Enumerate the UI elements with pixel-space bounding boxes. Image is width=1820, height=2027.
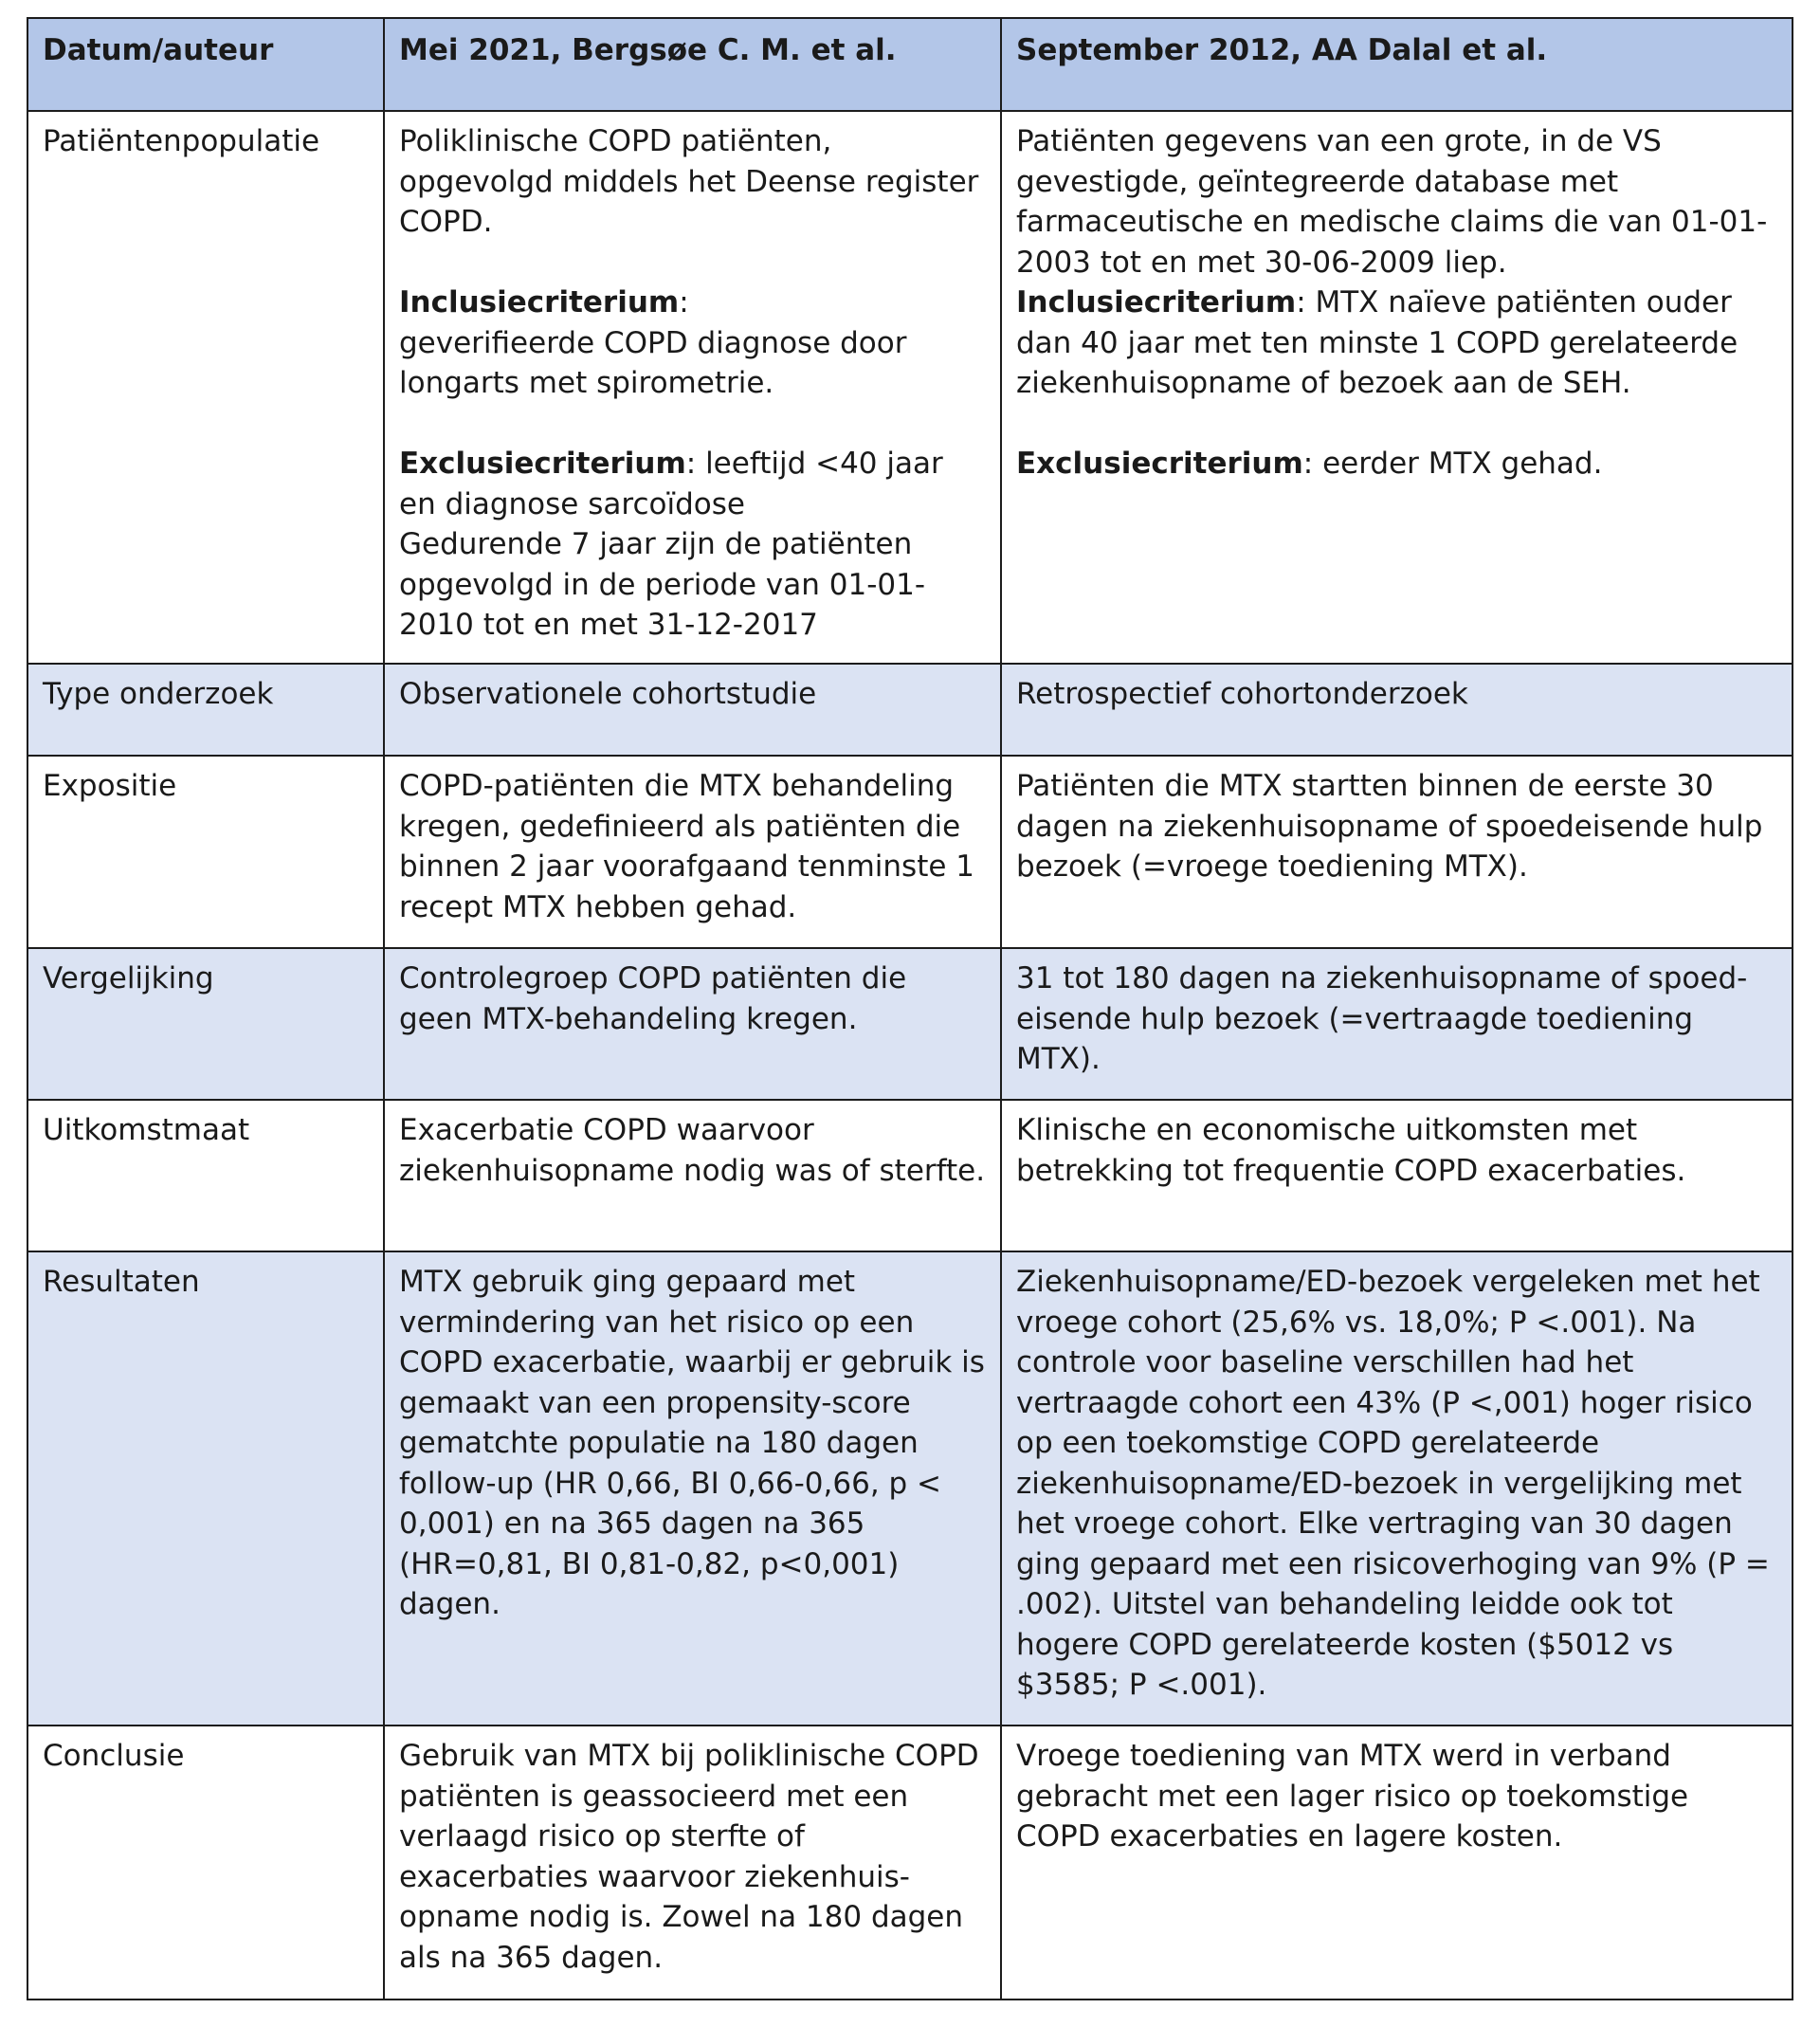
inclusion-label: Inclusiecriterium bbox=[1016, 285, 1297, 320]
cell-bergsoe-outcome: Exacerbatie COPD waarvoor ziekenhuisopname nodig was of sterfte. bbox=[384, 1100, 1001, 1251]
population-intro: Poliklinische COPD patiënten, opgevolgd middels het Deense register COPD. bbox=[399, 124, 979, 239]
cell-dalal-conclusion: Vroege toediening van MTX werd in verband gebracht met een lager risico op toekomstige COPD exacerbaties en lagere kosten. bbox=[1001, 1726, 1793, 2000]
cell-bergsoe-population: Poliklinische COPD patiënten, opgevolgd middels het Deense register COPD. Inclusiecriterium: geverifieerde COPD diagnose door longarts met spirometrie. Exclusiecriterium: leeftijd <40 jaar en diagnose sarcoïdose Gedurende 7 jaar zijn de patiënten opgevolgd in de periode van 01-01-2010 tot en met 31-12-2017 bbox=[384, 111, 1001, 664]
cell-bergsoe-conclusion: Gebruik van MTX bij poliklinische COPD patiënten is geassocieerd met een verlaagd risico op sterfte of exacerbaties waarvoor ziekenhuis-opname nodig is. Zowel na 180 dagen als na 365 dagen. bbox=[384, 1726, 1001, 2000]
row-label: Type onderzoek bbox=[27, 664, 384, 756]
header-study-dalal: September 2012, AA Dalal et al. bbox=[1001, 18, 1793, 111]
table-row-uitkomstmaat bbox=[27, 1100, 1793, 1251]
table-row-resultaten bbox=[27, 1251, 1793, 1726]
cell-bergsoe-comparison: Controlegroep COPD patiënten die geen MTX-behandeling kregen. bbox=[384, 948, 1001, 1100]
exclusion-text: : eerder MTX gehad. bbox=[1302, 447, 1603, 481]
row-label: Conclusie bbox=[27, 1726, 384, 2000]
row-label: Resultaten bbox=[27, 1251, 384, 1726]
cell-dalal-outcome: Klinische en economische uitkomsten met betrekking tot frequentie COPD exacerbaties. bbox=[1001, 1100, 1793, 1251]
header-study-bergsoe: Mei 2021, Bergsøe C. M. et al. bbox=[384, 18, 1001, 111]
table-row-patientenpopulatie bbox=[27, 111, 1793, 664]
inclusion-label: Inclusiecriterium bbox=[399, 285, 680, 320]
table-row-conclusie bbox=[27, 1726, 1793, 2000]
study-comparison-table bbox=[27, 17, 1793, 2000]
cell-bergsoe-results: MTX gebruik ging gepaard met vermindering van het risico op een COPD exacerbatie, waarbij er gebruik is gemaakt van een propensity-score gematchte populatie na 180 dagen follow-up (HR 0,66, BI 0,66-0,66, p < 0,001) en na 365 dagen na 365 (HR=0,81, BI 0,81-0,82, p<0,001) dagen. bbox=[384, 1251, 1001, 1726]
row-label: Patiëntenpopulatie bbox=[27, 111, 384, 664]
cell-dalal-type: Retrospectief cohortonderzoek bbox=[1001, 664, 1793, 756]
inclusion-text: geverifieerde COPD diagnose door longarts met spirometrie. bbox=[399, 325, 907, 400]
cell-dalal-comparison: 31 tot 180 dagen na ziekenhuisopname of spoed-eisende hulp bezoek (=vertraagde toediening MTX). bbox=[1001, 948, 1793, 1100]
exclusion-label: Exclusiecriterium bbox=[399, 447, 686, 481]
table-row-vergelijking bbox=[27, 948, 1793, 1100]
exclusion-label: Exclusiecriterium bbox=[1016, 447, 1303, 481]
inclusion-text: : MTX naïeve patiënten ouder dan 40 jaar met ten minste 1 COPD gerelateerde ziekenhuisopname of bezoek aan de SEH. bbox=[1016, 285, 1738, 400]
table-row-expositie bbox=[27, 756, 1793, 948]
row-label: Uitkomstmaat bbox=[27, 1100, 384, 1251]
cell-dalal-exposure: Patiënten die MTX startten binnen de eerste 30 dagen na ziekenhuisopname of spoedeisende hulp bezoek (=vroege toediening MTX). bbox=[1001, 756, 1793, 948]
row-label: Vergelijking bbox=[27, 948, 384, 1100]
cell-dalal-results: Ziekenhuisopname/ED-bezoek vergeleken met het vroege cohort (25,6% vs. 18,0%; P <.001). Na controle voor baseline verschillen had het vertraagde cohort een 43% (P <,001) hoger risico op een toekomstige COPD gerelateerde ziekenhuisopname/ED-bezoek in vergelijking met het vroege cohort. Elke vertraging van 30 dagen ging gepaard met een risicoverhoging van 9% (P = .002). Uitstel van behandeling leidde ook tot hogere COPD gerelateerde kosten ($5012 vs $3585; P <.001). bbox=[1001, 1251, 1793, 1726]
cell-bergsoe-exposure: COPD-patiënten die MTX behandeling kregen, gedefinieerd als patiënten die binnen 2 jaar voorafgaand tenminste 1 recept MTX hebben gehad. bbox=[384, 756, 1001, 948]
comparison-table-container bbox=[27, 17, 1792, 2000]
cell-dalal-population bbox=[1001, 111, 1793, 664]
row-label: Expositie bbox=[27, 756, 384, 948]
cell-bergsoe-type: Observationele cohortstudie bbox=[384, 664, 1001, 756]
table-row-type-onderzoek bbox=[27, 664, 1793, 756]
follow-up-period: Gedurende 7 jaar zijn de patiënten opgevolgd in de periode van 01-01-2010 tot en met 31-12-2017 bbox=[399, 527, 926, 642]
header-date-author: Datum/auteur bbox=[27, 18, 384, 111]
table-header-row bbox=[27, 18, 1793, 111]
population-intro: Patiënten gegevens van een grote, in de VS gevestigde, geïntegreerde database met farmaceutische en medische claims die van 01-01-2003 tot en met 30-06-2009 liep. bbox=[1016, 124, 1768, 280]
exclusion-text: : leeftijd <40 jaar en diagnose sarcoïdose bbox=[399, 447, 943, 521]
